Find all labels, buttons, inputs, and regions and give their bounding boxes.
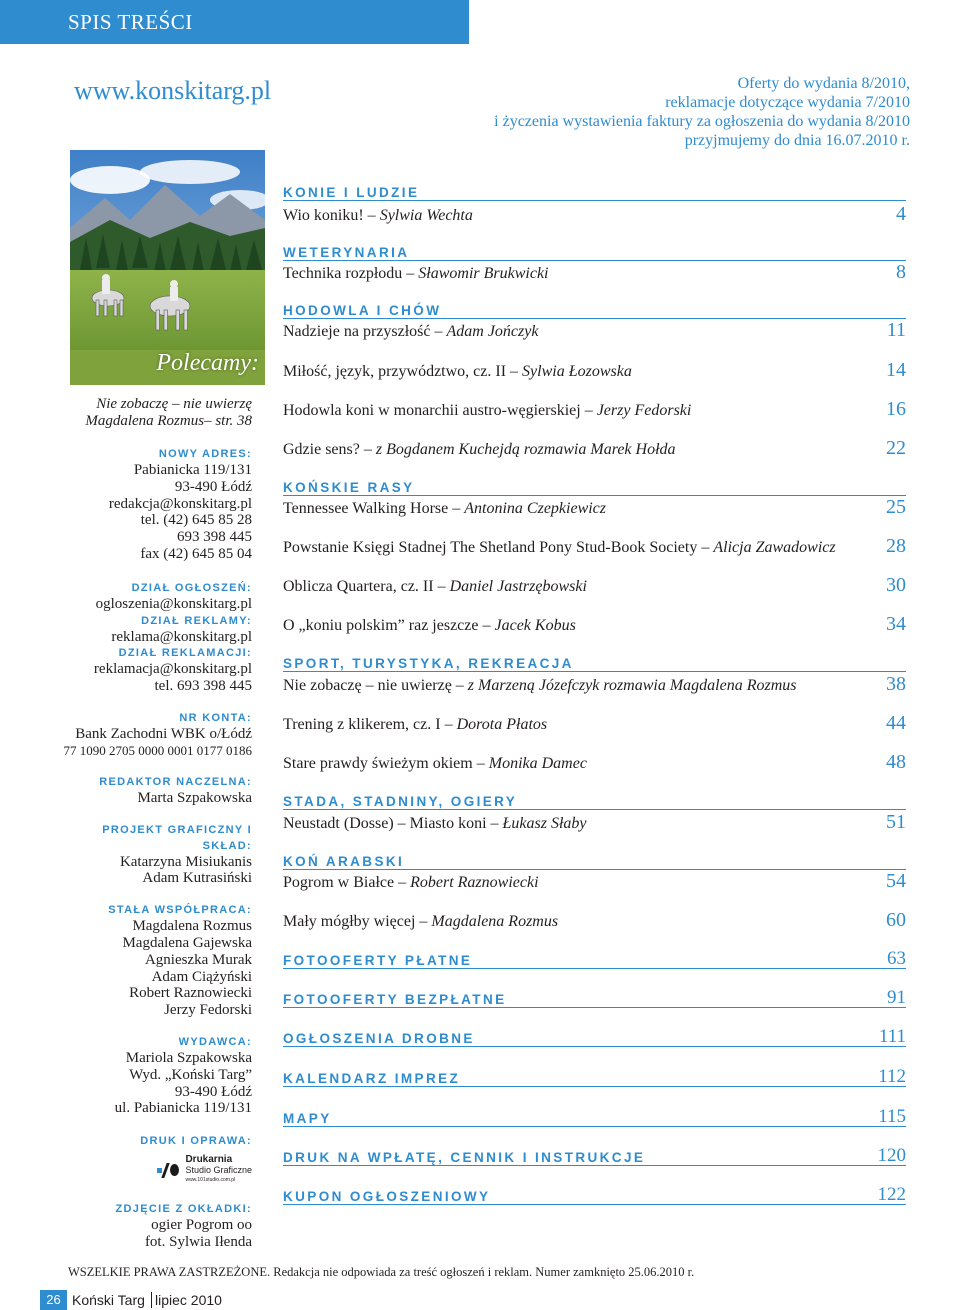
toc-entry-page: 30 (886, 574, 906, 596)
toc-section-title: KOŃSKIE RASY (283, 480, 415, 495)
publisher-line: 93-490 Łódź (174, 1083, 252, 1100)
toc-section-title: STADA, STADNINY, OGIERY (283, 794, 518, 809)
toc-entry-title: Hodowla koni w monarchii austro-węgierskiej – (283, 402, 593, 419)
contrib-name: Magdalena Gajewska (122, 934, 252, 951)
recommend-author: Magdalena Rozmus– str. 38 (85, 413, 252, 429)
toc-entry[interactable] (283, 203, 906, 226)
toc-entry-page: 11 (886, 319, 906, 341)
contrib-name: Magdalena Rozmus (132, 918, 252, 935)
page-folio (0, 1290, 960, 1310)
toc-entry-author: z Bogdanem Kuchejdą rozmawia Marek Hołda (375, 441, 676, 458)
toc-entry[interactable] (283, 359, 906, 382)
complaints-phone: tel. 693 398 445 (154, 678, 252, 695)
toc-section-kon-arabski[interactable] (283, 851, 906, 870)
toc-entry[interactable] (283, 673, 906, 696)
design-name: Katarzyna Misiukanis (119, 853, 252, 870)
toc-entry-page: 48 (886, 751, 906, 773)
toc-section-title: DRUK NA WPŁATĘ, CENNIK I INSTRUKCJE (283, 1150, 646, 1165)
toc-entry[interactable] (283, 613, 906, 636)
toc-section-page: 91 (887, 987, 906, 1008)
ads-email[interactable]: ogloszenia@konskitarg.pl (95, 595, 252, 612)
promo-email[interactable]: reklama@konskitarg.pl (111, 628, 252, 645)
address-email[interactable]: redakcja@konskitarg.pl (108, 495, 252, 512)
copyright-note: Redakcja nie odpowiada za treść ogłoszeń i reklam. Numer zamknięto 25.06.2010 r. (273, 1265, 695, 1279)
printer-logo-url: www.101studio.com.pl (185, 1177, 236, 1184)
toc-entry-page: 16 (886, 398, 906, 420)
toc-entry[interactable] (283, 437, 906, 460)
toc-entry-page: 28 (886, 535, 906, 557)
toc-section-ogloszenia-drobne[interactable] (283, 1028, 906, 1047)
toc-section-title: FOTOOFERTY BEZPŁATNE (283, 992, 507, 1007)
copyright-rights: WSZELKIE PRAWA ZASTRZEŻONE. (68, 1265, 271, 1279)
address-phone: tel. (42) 645 85 28 (140, 512, 252, 529)
deadline-notice (300, 74, 910, 150)
toc-entry-page: 51 (886, 811, 906, 833)
toc-entry-page: 54 (886, 870, 906, 892)
design-name: Adam Kutrasiński (142, 870, 252, 887)
toc-entry-page: 8 (896, 261, 906, 283)
toc-entry-author: Sylwia Wechta (379, 207, 473, 224)
account-number: 77 1090 2705 0000 0001 0177 0186 (63, 742, 252, 758)
cover-photo-label: ZDJĘCIE Z OKŁADKI: (115, 1203, 252, 1216)
website-link[interactable]: www.konskitarg.pl (74, 76, 272, 105)
toc-entry-author: Daniel Jastrzębowski (449, 578, 587, 595)
toc-section-sport-turystyka-rekreacja[interactable] (283, 653, 906, 672)
toc-entry-title: Gdzie sens? – (283, 441, 372, 458)
toc-entry-page: 44 (886, 712, 906, 734)
toc-section-page: 112 (878, 1066, 906, 1087)
toc-entry[interactable] (283, 398, 906, 421)
toc-entry-title: Oblicza Quartera, cz. II – (283, 578, 446, 595)
copyright-line (68, 1265, 694, 1280)
toc-section-page: 115 (878, 1106, 906, 1127)
toc-section-page: 111 (878, 1026, 906, 1047)
contrib-name: Jerzy Fedorski (164, 1002, 252, 1019)
section-title: SPIS TREŚCI (68, 10, 193, 34)
toc-entry[interactable] (283, 496, 906, 519)
toc-entry[interactable] (283, 811, 906, 834)
publisher-line: Wyd. „Koński Targ” (129, 1066, 252, 1083)
contrib-label: STAŁA WSPÓŁPRACA: (108, 904, 252, 917)
toc-entry-author: Sławomir Brukwicki (418, 265, 549, 282)
contrib-name: Adam Ciążyński (151, 968, 252, 985)
toc-entry-title: Nadzieje na przyszłość – (283, 323, 443, 340)
toc-entry-page: 4 (896, 203, 906, 225)
toc-section-title: KALENDARZ IMPREZ (283, 1071, 461, 1086)
toc-section-fotooferty-bezplatne[interactable] (283, 989, 906, 1008)
toc-entry-page: 38 (886, 673, 906, 695)
cover-photo (70, 150, 265, 385)
toc-section-page: 63 (887, 948, 906, 969)
toc-entry-page: 22 (886, 437, 906, 459)
toc-entry-author: Dorota Płatos (456, 716, 548, 733)
toc-section-title: MAPY (283, 1111, 332, 1126)
toc-entry[interactable] (283, 261, 906, 284)
section-header-bar (0, 0, 469, 44)
toc-entry-author: Sylwia Łozowska (522, 363, 632, 380)
toc-entry-author: z Marzeną Józefczyk rozmawia Magdalena Rozmus (467, 677, 797, 694)
toc-entry-author: Magdalena Rozmus (431, 913, 559, 930)
notice-line: przyjmujemy do dnia 16.07.2010 r. (684, 132, 910, 149)
account-label: NR KONTA: (179, 711, 252, 724)
design-label: PROJEKT GRAFICZNY I SKŁAD: (102, 823, 252, 852)
publisher-label: WYDAWCA: (178, 1035, 252, 1048)
toc-entry-title: Neustadt (Dosse) – Miasto koni – (283, 815, 499, 832)
printer-logo-line: Drukarnia (185, 1154, 233, 1166)
toc-section-title: WETERYNARIA (283, 245, 410, 260)
toc-entry-title: Wio koniku! – (283, 207, 376, 224)
toc-section-title: FOTOOFERTY PŁATNE (283, 953, 473, 968)
toc-entry-author: Alicja Zawadowicz (713, 539, 836, 556)
cover-photo-line: fot. Sylwia Iłenda (144, 1233, 252, 1250)
toc-section-fotooferty-platne[interactable] (283, 950, 906, 969)
toc-entry-page: 60 (886, 909, 906, 931)
toc-entry-title: Nie zobaczę – nie uwierzę – (283, 677, 464, 694)
toc-entry-title: Trening z klikerem, cz. I – (283, 716, 453, 733)
toc-section-stada-stadniny-ogiery[interactable] (283, 791, 906, 810)
printer-logo-mark-icon (155, 1160, 181, 1180)
account-bank: Bank Zachodni WBK o/Łódź (75, 725, 252, 742)
toc-section-title: KOŃ ARABSKI (283, 854, 405, 869)
publisher-line: ul. Pabianicka 119/131 (114, 1100, 252, 1117)
toc-section-page: 120 (877, 1145, 906, 1166)
toc-entry-author: Antonina Czepkiewicz (464, 500, 607, 517)
toc-entry[interactable] (283, 751, 906, 774)
notice-line: Oferty do wydania 8/2010, (737, 75, 910, 92)
toc-section-kalendarz-imprez[interactable] (283, 1068, 906, 1087)
toc-entry[interactable] (283, 319, 906, 342)
toc-section-konskie-rasy[interactable] (283, 477, 906, 496)
toc-entry-title: Tennessee Walking Horse – (283, 500, 461, 517)
toc-entry-title: Stare prawdy świeżym okiem – (283, 755, 485, 772)
folio-divider (151, 1292, 152, 1308)
toc-entry[interactable] (283, 909, 906, 932)
toc-section-title: HODOWLA I CHÓW (283, 303, 442, 318)
publisher-line: Mariola Szpakowska (125, 1049, 252, 1066)
toc-section-weterynaria[interactable] (283, 242, 906, 261)
toc-entry-author: Jerzy Fedorski (596, 402, 692, 419)
toc-section-page: 122 (877, 1184, 906, 1205)
toc-section-mapy[interactable] (283, 1108, 906, 1127)
toc-entry-author: Łukasz Słaby (502, 815, 587, 832)
printer-logo (155, 1155, 252, 1185)
printer-logo-line: Studio Graficzne (185, 1165, 252, 1176)
toc-entry-title: Technika rozpłodu – (283, 265, 415, 282)
toc-section-konie-i-ludzie[interactable] (283, 182, 906, 201)
page-number: 26 (40, 1290, 67, 1310)
toc-section-title: OGŁOSZENIA DROBNE (283, 1031, 475, 1046)
toc-section-hodowla-i-chow[interactable] (283, 300, 906, 319)
editor-label: REDAKTOR NACZELNA: (99, 775, 252, 788)
notice-line: reklamacje dotyczące wydania 7/2010 (665, 94, 910, 111)
address-fax: fax (42) 645 85 04 (140, 545, 252, 562)
cover-photo-line: ogier Pogrom oo (151, 1217, 252, 1234)
address-line: Pabianicka 119/131 (133, 462, 252, 478)
toc-entry-author: Adam Jończyk (446, 323, 539, 340)
toc-entry[interactable] (283, 535, 906, 558)
toc-entry[interactable] (283, 870, 906, 893)
notice-line: i życzenia wystawienia faktury za ogłoszenia do wydania 8/2010 (494, 113, 910, 130)
contrib-name: Robert Raznowiecki (129, 985, 252, 1002)
issue-date: lipiec 2010 (155, 1292, 222, 1308)
promo-label: DZIAŁ REKLAMY: (141, 614, 252, 627)
toc-entry-page: 34 (886, 613, 906, 635)
recommend-title: Nie zobaczę – nie uwierzę (96, 396, 252, 412)
toc-entry[interactable] (283, 574, 906, 597)
address-label: NOWY ADRES: (158, 448, 252, 460)
ads-label: DZIAŁ OGŁOSZEŃ: (131, 581, 252, 594)
contrib-name: Agnieszka Murak (144, 951, 252, 968)
toc-section-kupon-ogloszeniowy[interactable] (283, 1186, 906, 1205)
editor-name: Marta Szpakowska (137, 789, 252, 806)
toc-entry-page: 25 (886, 496, 906, 518)
toc-section-druk-na-wplate[interactable] (283, 1147, 906, 1166)
toc-entry-title: O „koniu polskim” raz jeszcze – (283, 617, 491, 634)
toc-entry-title: Pogrom w Białce – (283, 874, 407, 891)
complaints-label: DZIAŁ REKLAMACJI: (118, 647, 252, 660)
complaints-email[interactable]: reklamacja@konskitarg.pl (93, 661, 252, 678)
address-phone: 693 398 445 (177, 529, 252, 546)
toc-entry-author: Robert Raznowiecki (410, 874, 539, 891)
toc-entry-page: 14 (886, 359, 906, 381)
toc-entry-author: Jacek Kobus (494, 617, 576, 634)
toc-section-title: KUPON OGŁOSZENIOWY (283, 1189, 491, 1204)
toc-entry[interactable] (283, 712, 906, 735)
impressum-column (60, 396, 252, 1251)
print-label: DRUK I OPRAWA: (140, 1135, 252, 1148)
toc-section-title: SPORT, TURYSTYKA, REKREACJA (283, 656, 574, 671)
toc-entry-title: Powstanie Księgi Stadnej The Shetland Pony Stud-Book Society – (283, 539, 710, 556)
toc-entry-title: Mały mógłby więcej – (283, 913, 428, 930)
toc-entry-author: Monika Damec (488, 755, 587, 772)
toc-entry-title: Miłość, język, przywództwo, cz. II – (283, 363, 519, 380)
magazine-name: Koński Targ (72, 1292, 145, 1308)
cover-caption: Polecamy: (156, 350, 259, 376)
address-line: 93-490 Łódź (174, 478, 252, 495)
toc-section-title: KONIE I LUDZIE (283, 185, 420, 200)
